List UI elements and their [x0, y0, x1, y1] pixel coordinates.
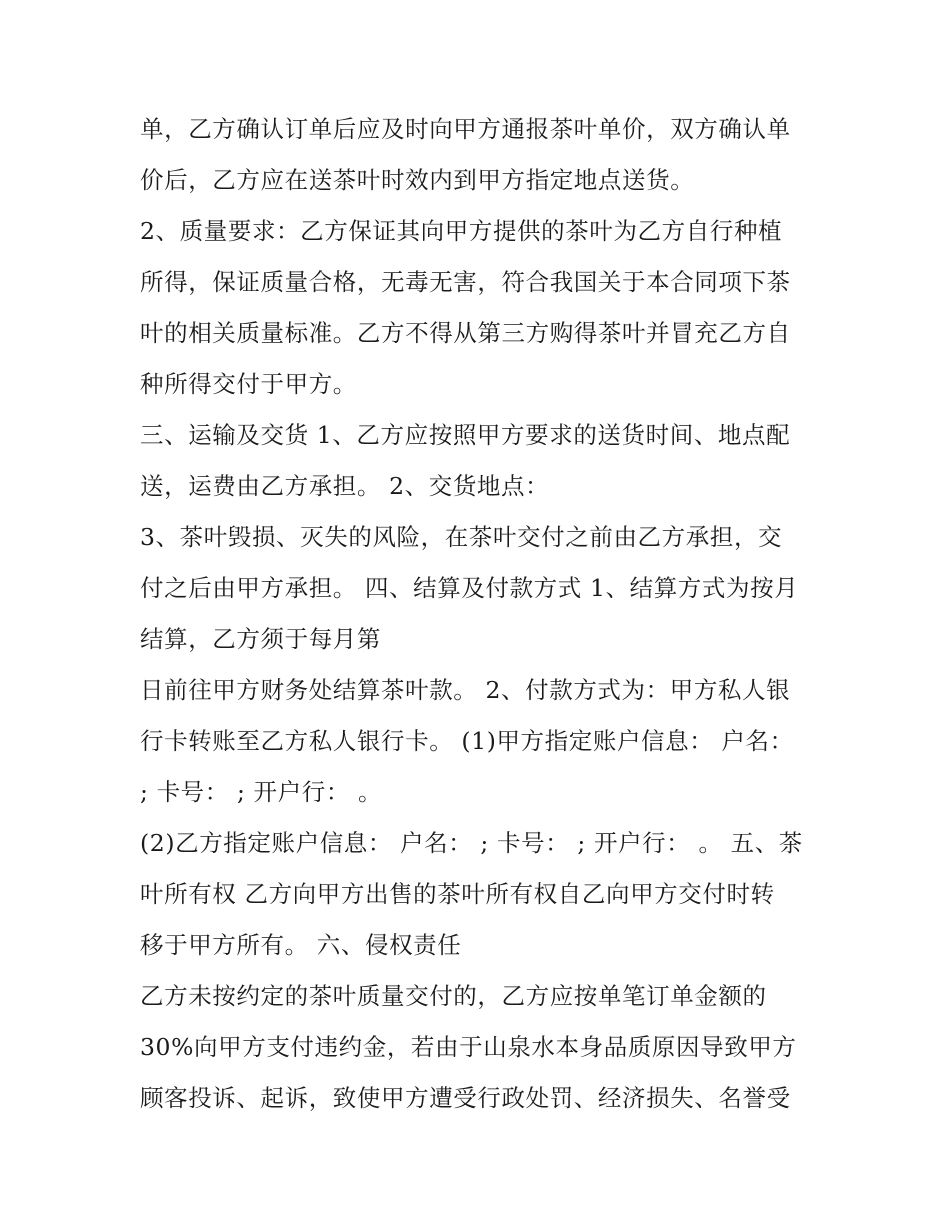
- text-line: 移于甲方所有。 六、侵权责任: [140, 931, 462, 959]
- document-body: [140, 104, 830, 1124]
- text-line: 顾客投诉、起诉，致使甲方遭受行政处罚、经济损失、名誉受: [140, 1084, 791, 1112]
- text-line: 3、茶叶毁损、灭失的风险，在茶叶交付之前由乙方承担，交: [140, 523, 783, 551]
- text-line: 2、质量要求：乙方保证其向甲方提供的茶叶为乙方自行种植: [140, 217, 783, 245]
- text-line: 送，运费由乙方承担。 2、交货地点：: [140, 472, 550, 500]
- text-line: 种所得交付于甲方。: [140, 370, 357, 398]
- text-line: 30%向甲方支付违约金，若由于山泉水本身品质原因导致甲方: [140, 1033, 797, 1061]
- text-line: 行卡转账至乙方私人银行卡。 (1)甲方指定账户信息： 户名：: [140, 727, 794, 755]
- text-line: 所得，保证质量合格，无毒无害，符合我国关于本合同项下茶: [140, 268, 791, 296]
- text-line: 价后，乙方应在送茶叶时效内到甲方指定地点送货。: [140, 166, 695, 194]
- text-line: 结算，乙方须于每月第: [140, 625, 381, 653]
- text-line: 乙方未按约定的茶叶质量交付的，乙方应按单笔订单金额的: [140, 982, 767, 1010]
- text-line: 付之后由甲方承担。 四、结算及付款方式 1、结算方式为按月: [140, 574, 799, 602]
- text-line: 日前往甲方财务处结算茶叶款。 2、付款方式为：甲方私人银: [140, 676, 791, 704]
- text-line: 单，乙方确认订单后应及时向甲方通报茶叶单价，双方确认单: [140, 115, 791, 143]
- text-line: 叶的相关质量标准。乙方不得从第三方购得茶叶并冒充乙方自: [140, 319, 791, 347]
- text-line: (2)乙方指定账户信息： 户名： ; 卡号： ; 开户行： 。 五、茶: [140, 829, 803, 857]
- text-line: 叶所有权 乙方向甲方出售的茶叶所有权自乙向甲方交付时转: [140, 880, 775, 908]
- text-line: 三、运输及交货 1、乙方应按照甲方要求的送货时间、地点配: [140, 421, 791, 449]
- text-line: ; 卡号： ; 开户行： 。: [140, 778, 383, 806]
